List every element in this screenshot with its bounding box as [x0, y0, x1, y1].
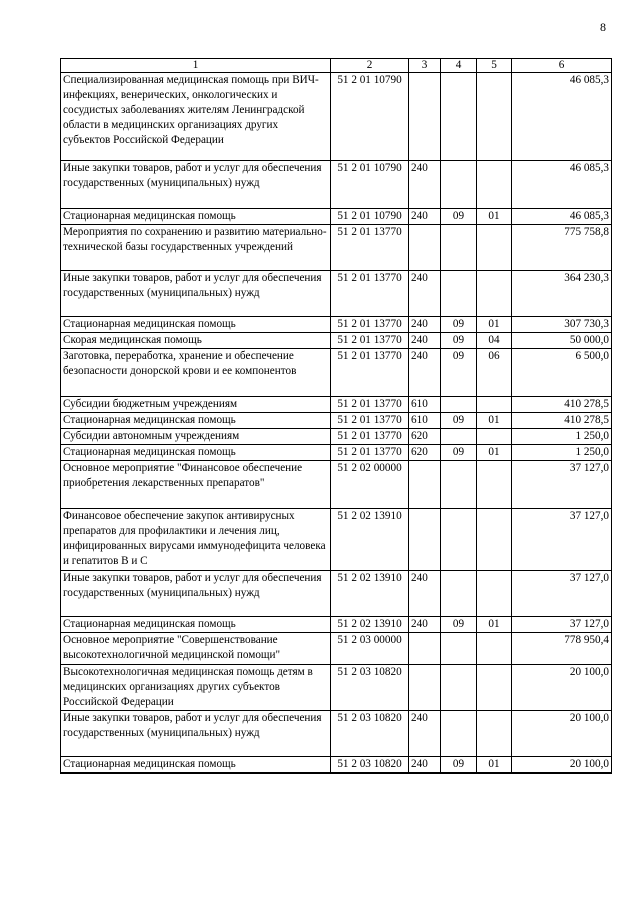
row-code: 51 2 01 13770 — [331, 445, 409, 461]
row-code: 51 2 02 13910 — [331, 617, 409, 633]
row-name: Скорая медицинская помощь — [61, 333, 331, 349]
table-row — [61, 209, 612, 225]
row-code: 51 2 03 00000 — [331, 633, 409, 665]
table-row — [61, 73, 612, 161]
row-amount: 410 278,5 — [512, 397, 612, 413]
column-number-4: 4 — [441, 59, 477, 73]
table-row — [61, 617, 612, 633]
row-amount: 1 250,0 — [512, 445, 612, 461]
row-section: 09 — [441, 317, 477, 333]
row-name: Субсидии бюджетным учреждениям — [61, 397, 331, 413]
row-section — [441, 461, 477, 509]
row-section — [441, 633, 477, 665]
row-expense-type: 240 — [409, 757, 441, 774]
table-row — [61, 665, 612, 711]
row-amount: 6 500,0 — [512, 349, 612, 397]
row-name: Заготовка, переработка, хранение и обеспечение безопасности донорской крови и ее компонентов — [61, 349, 331, 397]
row-expense-type: 240 — [409, 571, 441, 617]
row-name: Стационарная медицинская помощь — [61, 617, 331, 633]
row-subsection — [477, 711, 512, 757]
row-amount: 364 230,3 — [512, 271, 612, 317]
row-code: 51 2 02 13910 — [331, 571, 409, 617]
row-amount: 37 127,0 — [512, 571, 612, 617]
row-amount: 46 085,3 — [512, 73, 612, 161]
row-code: 51 2 01 10790 — [331, 161, 409, 209]
row-section — [441, 225, 477, 271]
row-name: Стационарная медицинская помощь — [61, 445, 331, 461]
row-section: 09 — [441, 757, 477, 774]
row-amount: 307 730,3 — [512, 317, 612, 333]
row-code: 51 2 01 13770 — [331, 333, 409, 349]
row-expense-type — [409, 633, 441, 665]
row-code: 51 2 01 13770 — [331, 413, 409, 429]
row-expense-type — [409, 665, 441, 711]
row-subsection: 01 — [477, 445, 512, 461]
row-section: 09 — [441, 333, 477, 349]
table-row — [61, 317, 612, 333]
row-amount: 20 100,0 — [512, 757, 612, 774]
row-code: 51 2 03 10820 — [331, 665, 409, 711]
row-section — [441, 73, 477, 161]
row-expense-type: 610 — [409, 397, 441, 413]
column-number-3: 3 — [409, 59, 441, 73]
row-name: Стационарная медицинская помощь — [61, 209, 331, 225]
row-amount: 50 000,0 — [512, 333, 612, 349]
row-name: Стационарная медицинская помощь — [61, 413, 331, 429]
row-amount: 410 278,5 — [512, 413, 612, 429]
row-amount: 37 127,0 — [512, 509, 612, 571]
row-amount: 37 127,0 — [512, 617, 612, 633]
column-number-2: 2 — [331, 59, 409, 73]
table-row — [61, 571, 612, 617]
row-section — [441, 429, 477, 445]
row-name: Высокотехнологичная медицинская помощь детям в медицинских организациях других субъектов Российской Федерации — [61, 665, 331, 711]
column-number-6: 6 — [512, 59, 612, 73]
row-amount: 20 100,0 — [512, 665, 612, 711]
table-row — [61, 461, 612, 509]
row-name: Иные закупки товаров, работ и услуг для обеспечения государственных (муниципальных) нужд — [61, 271, 331, 317]
table-row — [61, 413, 612, 429]
table-row — [61, 333, 612, 349]
row-expense-type: 240 — [409, 209, 441, 225]
row-section: 09 — [441, 617, 477, 633]
row-subsection — [477, 509, 512, 571]
row-section — [441, 397, 477, 413]
row-subsection — [477, 73, 512, 161]
table-row — [61, 711, 612, 757]
row-amount: 20 100,0 — [512, 711, 612, 757]
table-row — [61, 757, 612, 774]
row-name: Стационарная медицинская помощь — [61, 317, 331, 333]
row-name: Основное мероприятие "Совершенствование высокотехнологичной медицинской помощи" — [61, 633, 331, 665]
table-row — [61, 633, 612, 665]
row-name: Основное мероприятие "Финансовое обеспечение приобретения лекарственных препаратов" — [61, 461, 331, 509]
row-subsection: 04 — [477, 333, 512, 349]
row-amount: 775 758,8 — [512, 225, 612, 271]
table-row — [61, 445, 612, 461]
row-section — [441, 509, 477, 571]
row-code: 51 2 02 00000 — [331, 461, 409, 509]
row-section — [441, 665, 477, 711]
row-amount: 1 250,0 — [512, 429, 612, 445]
row-expense-type: 240 — [409, 271, 441, 317]
row-amount: 778 950,4 — [512, 633, 612, 665]
table-row — [61, 271, 612, 317]
row-subsection — [477, 271, 512, 317]
row-code: 51 2 01 10790 — [331, 209, 409, 225]
row-subsection — [477, 225, 512, 271]
row-expense-type: 620 — [409, 429, 441, 445]
row-subsection: 01 — [477, 317, 512, 333]
column-number-5: 5 — [477, 59, 512, 73]
row-expense-type: 610 — [409, 413, 441, 429]
row-subsection: 01 — [477, 757, 512, 774]
row-subsection: 06 — [477, 349, 512, 397]
row-code: 51 2 01 13770 — [331, 271, 409, 317]
row-subsection — [477, 429, 512, 445]
table-row — [61, 509, 612, 571]
row-code: 51 2 01 10790 — [331, 73, 409, 161]
budget-table — [60, 58, 612, 774]
row-expense-type: 240 — [409, 349, 441, 397]
table-header-row — [61, 59, 612, 73]
row-code: 51 2 01 13770 — [331, 349, 409, 397]
table-row — [61, 349, 612, 397]
column-number-1: 1 — [61, 59, 331, 73]
row-code: 51 2 01 13770 — [331, 225, 409, 271]
row-name: Иные закупки товаров, работ и услуг для обеспечения государственных (муниципальных) нужд — [61, 571, 331, 617]
row-section — [441, 161, 477, 209]
row-name: Субсидии автономным учреждениям — [61, 429, 331, 445]
row-subsection: 01 — [477, 617, 512, 633]
row-section: 09 — [441, 209, 477, 225]
row-subsection — [477, 665, 512, 711]
row-subsection — [477, 397, 512, 413]
table-row — [61, 397, 612, 413]
row-subsection — [477, 461, 512, 509]
row-expense-type — [409, 509, 441, 571]
row-code: 51 2 01 13770 — [331, 429, 409, 445]
row-amount: 46 085,3 — [512, 161, 612, 209]
row-subsection: 01 — [477, 209, 512, 225]
row-section — [441, 271, 477, 317]
row-expense-type — [409, 225, 441, 271]
row-section — [441, 711, 477, 757]
row-name: Иные закупки товаров, работ и услуг для обеспечения государственных (муниципальных) нужд — [61, 711, 331, 757]
row-code: 51 2 01 13770 — [331, 397, 409, 413]
row-code: 51 2 03 10820 — [331, 757, 409, 774]
row-subsection — [477, 161, 512, 209]
row-expense-type: 240 — [409, 317, 441, 333]
row-subsection — [477, 633, 512, 665]
table-row — [61, 161, 612, 209]
row-name: Иные закупки товаров, работ и услуг для обеспечения государственных (муниципальных) нужд — [61, 161, 331, 209]
row-section: 09 — [441, 349, 477, 397]
row-amount: 46 085,3 — [512, 209, 612, 225]
row-amount: 37 127,0 — [512, 461, 612, 509]
row-expense-type: 240 — [409, 161, 441, 209]
row-expense-type — [409, 461, 441, 509]
row-expense-type: 620 — [409, 445, 441, 461]
row-name: Специализированная медицинская помощь при ВИЧ-инфекциях, венерических, онкологических и сосудистых заболеваниях жителям Ленинградской области в медицинских организациях других субъектов Российской Федерации — [61, 73, 331, 161]
table-row — [61, 429, 612, 445]
row-subsection: 01 — [477, 413, 512, 429]
row-name: Стационарная медицинская помощь — [61, 757, 331, 774]
row-code: 51 2 01 13770 — [331, 317, 409, 333]
row-name: Финансовое обеспечение закупок антивирусных препаратов для профилактики и лечения лиц, инфицированных вирусами иммунодефицита человека и гепатитов В и С — [61, 509, 331, 571]
row-section — [441, 571, 477, 617]
row-section: 09 — [441, 445, 477, 461]
page-number: 8 — [600, 20, 606, 34]
row-section: 09 — [441, 413, 477, 429]
row-expense-type: 240 — [409, 333, 441, 349]
row-subsection — [477, 571, 512, 617]
row-expense-type — [409, 73, 441, 161]
row-code: 51 2 02 13910 — [331, 509, 409, 571]
row-code: 51 2 03 10820 — [331, 711, 409, 757]
row-expense-type: 240 — [409, 711, 441, 757]
row-expense-type: 240 — [409, 617, 441, 633]
table-row — [61, 225, 612, 271]
row-name: Мероприятия по сохранению и развитию материально-технической базы государственных учреждений — [61, 225, 331, 271]
